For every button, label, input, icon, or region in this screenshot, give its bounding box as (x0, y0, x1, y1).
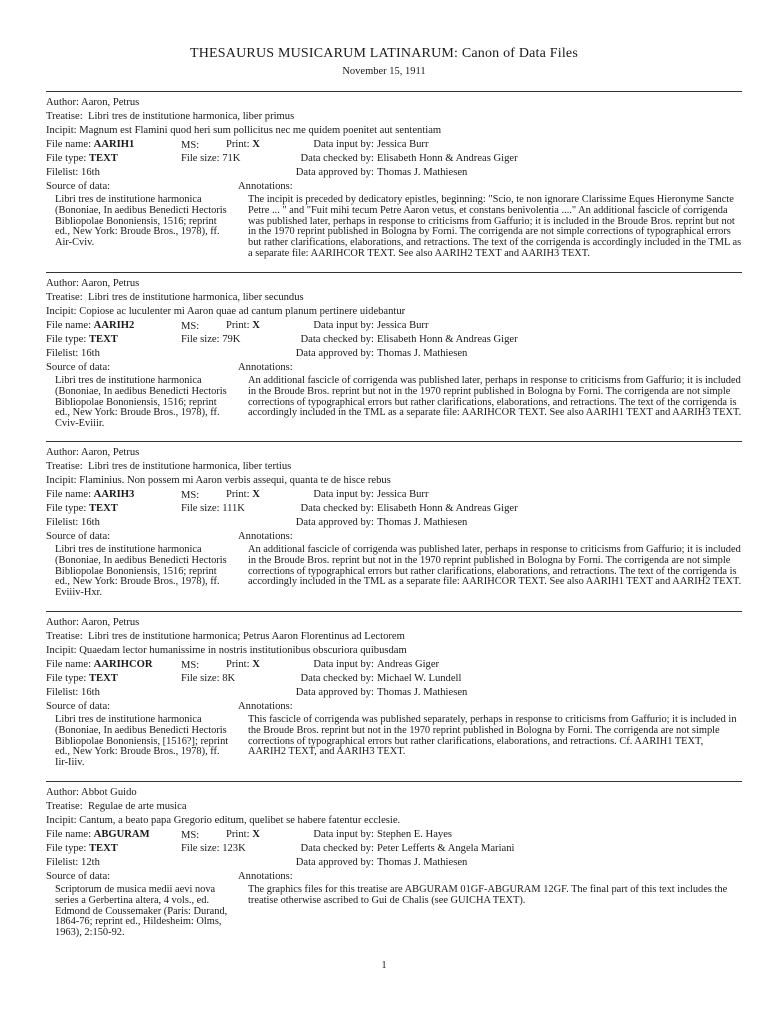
source-text: Libri tres de institutione harmonica (Bononiae, In aedibus Benedicti Hectoris Bibliopolae Bononiensis, 1516; reprint ed., New York: Broude Bros., 1978), ff. Eviiiv-Hxr. (55, 544, 227, 599)
ms-label: MS: (181, 140, 200, 151)
treatise-value: Libri tres de institutione harmonica, liber tertius (87, 461, 292, 472)
incipit-value: Cantum, a beato papa Gregorio editum, quelibet se habere fatentur ecclesie. (79, 815, 401, 826)
source-label: Source of data: (46, 181, 111, 192)
filelist-value: 16th (81, 167, 100, 178)
annotations-text: An additional fascicle of corrigenda was published later, perhaps in response to criticisms from Gaffurio; it is included in the Broude Bros. reprint but not in the 1970 reprint published in Bologna by Forni. The corrigenda are not simple corrections of typographical errors but rather clarifications, elaborations, and retractions. The text of the corrigenda is accordingly included in the TML as a separate file: AARIHCOR TEXT. See also AARIH1 TEXT and AARIH3 TEXT. (248, 375, 742, 419)
annotations-label: Annotations: (238, 362, 293, 373)
print-label: Print: (226, 829, 250, 840)
source-label: Source of data: (46, 531, 111, 542)
data-input-value: Jessica Burr (377, 139, 429, 150)
annotations-label: Annotations: (238, 701, 293, 712)
file-type-value: TEXT (88, 843, 118, 854)
annotations-text: The graphics files for this treatise are ABGURAM 01GF-ABGURAM 12GF. The final part of this text includes the treatise otherwise ascribed to Gui de Chalis (see GUICHA TEXT). (248, 884, 728, 906)
data-input-value: Andreas Giger (377, 659, 440, 670)
incipit-label: Incipit: (46, 306, 77, 317)
filelist-label: Filelist: (46, 857, 79, 868)
print-value: X (252, 320, 260, 331)
filelist-value: 16th (81, 517, 100, 528)
file-type-label: File type: (46, 843, 87, 854)
catalog-entry (46, 612, 742, 781)
author-value: Abbot Guido (81, 787, 137, 798)
data-input-label: Data input by: (313, 139, 374, 150)
annotations-text: An additional fascicle of corrigenda was published later, perhaps in response to criticisms from Gaffurio; it is included in the Broude Bros. reprint but not in the 1970 reprint published in Bologna by Forni. The corrigenda are not simple corrections of typographical errors but rather clarifications, elaborations, and retractions. The text of the corrigenda is accordingly included in the TML as a separate file: AARIHCOR TEXT. See also AARIH1 TEXT and AARIH2 TEXT. (248, 544, 742, 588)
author-value: Aaron, Petrus (81, 97, 140, 108)
file-name-label: File name: (46, 489, 92, 500)
treatise-label: Treatise: (46, 631, 83, 642)
incipit-value: Magnum est Flamini quod heri sum pollicitus nec me quidem poenitet aut sententiam (79, 125, 442, 136)
author-label: Author: (46, 447, 79, 458)
file-size-value: 111K (222, 503, 245, 514)
author-label: Author: (46, 787, 79, 798)
data-input-value: Stephen E. Hayes (377, 829, 453, 840)
data-input-value: Jessica Burr (377, 489, 429, 500)
print-value: X (252, 489, 260, 500)
filelist-value: 12th (81, 857, 100, 868)
source-text: Libri tres de institutione harmonica (Bononiae, In aedibus Benedicti Hectoris Bibliopolae Bononiensis, 1516; reprint ed., New York: Broude Bros., 1978), ff. Cviv-Eviiir. (55, 375, 227, 430)
annotations-label: Annotations: (238, 181, 293, 192)
author-label: Author: (46, 278, 79, 289)
data-checked-value: Peter Lefferts & Angela Mariani (377, 843, 515, 854)
data-checked-value: Elisabeth Honn & Andreas Giger (377, 334, 518, 345)
file-size-value: 79K (222, 334, 241, 345)
author-value: Aaron, Petrus (81, 617, 140, 628)
file-size-label: File size: (181, 673, 220, 684)
incipit-label: Incipit: (46, 125, 77, 136)
print-value: X (252, 659, 260, 670)
print-label: Print: (226, 489, 250, 500)
source-label: Source of data: (46, 871, 111, 882)
data-checked-value: Elisabeth Honn & Andreas Giger (377, 153, 518, 164)
file-type-label: File type: (46, 503, 87, 514)
source-label: Source of data: (46, 701, 111, 712)
annotations-text: This fascicle of corrigenda was published separately, perhaps in response to criticisms from Gaffurio; it is included in the Broude Bros. reprint but not in the 1970 reprint published in Bologna by Forni. The corrigenda are not simple corrections of typographical errors but rather clarifications, elaborations, and retractions. Cf. AARIH1 TEXT, AARIH2 TEXT, and AARIH3 TEXT. (248, 714, 737, 758)
file-name-label: File name: (46, 139, 92, 150)
treatise-value: Libri tres de institutione harmonica, liber secundus (87, 292, 304, 303)
data-approved-label: Data approved by: (295, 348, 374, 359)
print-value: X (252, 829, 260, 840)
file-size-value: 123K (222, 843, 246, 854)
ms-label: MS: (181, 321, 200, 332)
data-checked-label: Data checked by: (300, 503, 374, 514)
data-checked-label: Data checked by: (300, 153, 374, 164)
file-type-label: File type: (46, 153, 87, 164)
file-name-value: AARIH1 (93, 139, 135, 150)
incipit-value: Quaedam lector humanissime in nostris institutionibus obscuriora quibusdam (79, 645, 407, 656)
data-approved-value: Thomas J. Mathiesen (377, 348, 468, 359)
file-size-label: File size: (181, 843, 220, 854)
file-name-value: AARIHCOR (93, 659, 153, 670)
incipit-label: Incipit: (46, 475, 77, 486)
filelist-label: Filelist: (46, 687, 79, 698)
treatise-label: Treatise: (46, 801, 83, 812)
author-label: Author: (46, 617, 79, 628)
data-approved-label: Data approved by: (295, 167, 374, 178)
data-checked-value: Michael W. Lundell (377, 673, 462, 684)
data-checked-label: Data checked by: (300, 334, 374, 345)
incipit-label: Incipit: (46, 815, 77, 826)
file-type-value: TEXT (88, 153, 118, 164)
filelist-value: 16th (81, 687, 100, 698)
file-size-value: 8K (222, 673, 236, 684)
data-approved-value: Thomas J. Mathiesen (377, 687, 468, 698)
treatise-value: Regulae de arte musica (87, 801, 187, 812)
source-text: Libri tres de institutione harmonica (Bononiae, In aedibus Benedicti Hectoris Bibliopolae Bononiensis, 1516; reprint ed., New York: Broude Bros., 1978), ff. Air-Cviv. (55, 194, 227, 249)
author-value: Aaron, Petrus (81, 447, 140, 458)
print-label: Print: (226, 320, 250, 331)
source-text: Scriptorum de musica medii aevi nova series a Gerbertina altera, 4 vols., ed. Edmond de Coussemaker (Paris: Durand, 1864-76; reprint ed., Hildesheim: Olms, 1963), 2:150-92. (55, 884, 228, 939)
file-name-value: AARIH2 (93, 320, 135, 331)
data-approved-label: Data approved by: (295, 517, 374, 528)
incipit-value: Flaminius. Non possem mi Aaron verbis assequi, quanta te de hisce rebus (79, 475, 391, 486)
file-type-label: File type: (46, 334, 87, 345)
author-value: Aaron, Petrus (81, 278, 140, 289)
file-type-value: TEXT (88, 673, 118, 684)
file-name-value: AARIH3 (93, 489, 135, 500)
treatise-value: Libri tres de institutione harmonica; Petrus Aaron Florentinus ad Lectorem (87, 631, 405, 642)
source-label: Source of data: (46, 362, 111, 373)
filelist-label: Filelist: (46, 517, 79, 528)
data-approved-value: Thomas J. Mathiesen (377, 857, 468, 868)
data-checked-value: Elisabeth Honn & Andreas Giger (377, 503, 518, 514)
file-size-label: File size: (181, 153, 220, 164)
treatise-value: Libri tres de institutione harmonica, liber primus (87, 111, 295, 122)
print-label: Print: (226, 139, 250, 150)
catalog-entry (46, 782, 742, 943)
catalog-entries (46, 91, 742, 943)
annotations-text: The incipit is preceded by dedicatory epistles, beginning: "Scio, te non ignorare Clarissime Eques Hieronyme Sancte Petre ... " and "Fuit mihi tecum Petre Aaron vetus, et constans benivolentia ...." An additional fascicle of corrigenda was published later, perhaps in response to criticisms from Gaffurio; it is included in the Broude Bros. reprint but not in the 1970 reprint published in Bologna by Forni. The corrigenda are not simple corrections of typographical errors but rather clarifications, elaborations, and retractions. The text of the corrigenda is accordingly included in the TML as a separate file: AARIHCOR TEXT. See also AARIH2 TEXT and AARIH3 TEXT. (248, 194, 742, 259)
page-number: 1 (381, 960, 387, 971)
data-input-label: Data input by: (313, 489, 374, 500)
annotations-label: Annotations: (238, 531, 293, 542)
file-size-value: 71K (222, 153, 241, 164)
incipit-value: Copiose ac luculenter mi Aaron quae ad cantum planum pertinere uidebantur (79, 306, 406, 317)
data-approved-value: Thomas J. Mathiesen (377, 167, 468, 178)
data-input-value: Jessica Burr (377, 320, 429, 331)
file-type-value: TEXT (88, 503, 118, 514)
file-name-label: File name: (46, 659, 92, 670)
data-approved-label: Data approved by: (295, 857, 374, 868)
catalog-entry (46, 92, 742, 272)
file-size-label: File size: (181, 334, 220, 345)
filelist-label: Filelist: (46, 348, 79, 359)
treatise-label: Treatise: (46, 292, 83, 303)
author-label: Author: (46, 97, 79, 108)
file-name-value: ABGURAM (93, 829, 150, 840)
ms-label: MS: (181, 660, 200, 671)
document-date: November 15, 1911 (342, 66, 426, 77)
annotations-label: Annotations: (238, 871, 293, 882)
data-input-label: Data input by: (313, 320, 374, 331)
print-value: X (252, 139, 260, 150)
ms-label: MS: (181, 490, 200, 501)
filelist-label: Filelist: (46, 167, 79, 178)
file-type-label: File type: (46, 673, 87, 684)
file-name-label: File name: (46, 829, 92, 840)
print-label: Print: (226, 659, 250, 670)
treatise-label: Treatise: (46, 111, 83, 122)
file-name-label: File name: (46, 320, 92, 331)
data-input-label: Data input by: (313, 659, 374, 670)
data-approved-label: Data approved by: (295, 687, 374, 698)
document-title: THESAURUS MUSICARUM LATINARUM: Canon of Data Files (189, 46, 578, 61)
ms-label: MS: (181, 830, 200, 841)
data-checked-label: Data checked by: (300, 843, 374, 854)
file-size-label: File size: (181, 503, 220, 514)
catalog-entry (46, 442, 742, 611)
catalog-entry (46, 273, 742, 441)
filelist-value: 16th (81, 348, 100, 359)
file-type-value: TEXT (88, 334, 118, 345)
treatise-label: Treatise: (46, 461, 83, 472)
data-checked-label: Data checked by: (300, 673, 374, 684)
data-input-label: Data input by: (313, 829, 374, 840)
data-approved-value: Thomas J. Mathiesen (377, 517, 468, 528)
source-text: Libri tres de institutione harmonica (Bononiae, In aedibus Benedicti Hectoris Bibliopolae Bononiensis, [1516?]; reprint ed., New York: Broude Bros., 1978), ff. Iir-Iiiv. (55, 714, 229, 769)
incipit-label: Incipit: (46, 645, 77, 656)
